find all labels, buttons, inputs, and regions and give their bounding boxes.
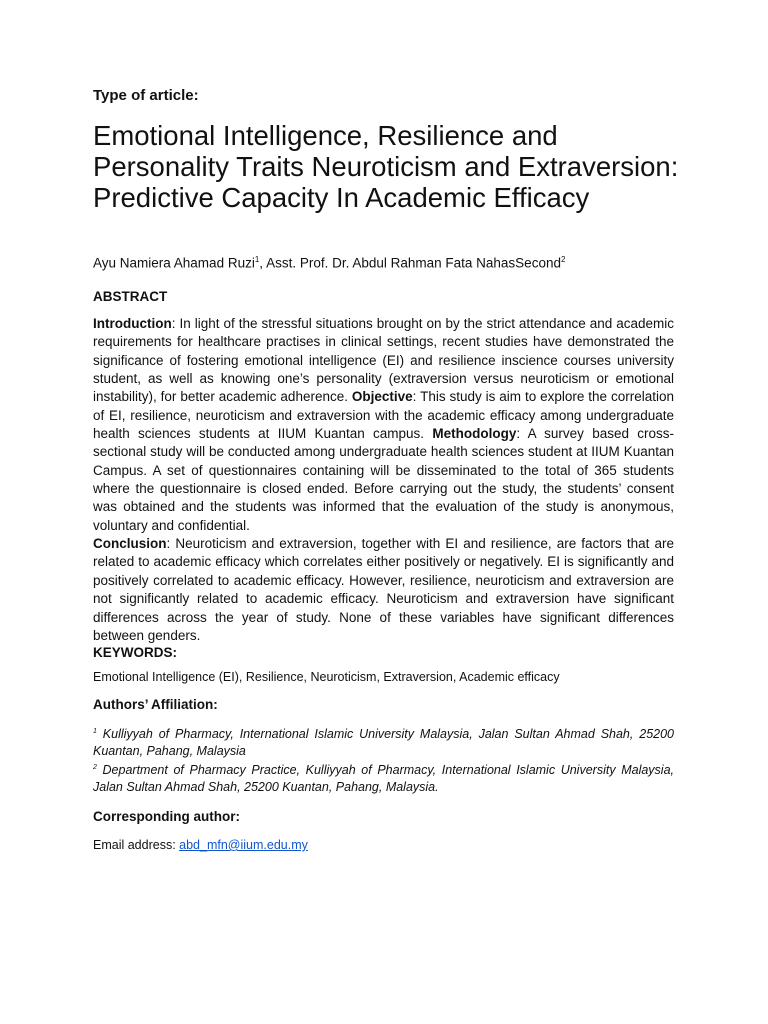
abstract-objective-label: Objective: [351, 389, 413, 405]
author-1-name: Ayu Namiera Ahamad Ruzi: [93, 255, 255, 271]
author-1-superscript: 1: [254, 255, 260, 264]
affiliation-list: [93, 724, 674, 796]
abstract-objective-text: : This study is aim to explore the correlation of EI, resilience, neuroticism and extraversion with the academic efficacy among undergraduate health sciences students at IIUM Kuantan campus.: [93, 389, 674, 442]
abstract-conclusion-label: Conclusion: [93, 536, 167, 552]
affiliation-heading: Authors’ Affiliation:: [93, 697, 218, 712]
abstract-heading: ABSTRACT: [93, 289, 168, 304]
author-line: [93, 255, 565, 271]
keywords-heading: KEYWORDS:: [93, 645, 177, 660]
email-line: [93, 838, 308, 852]
abstract-conclusion-text: : Neuroticism and extraversion, together with EI and resilience, are factors that are related to academic efficacy which correlates either positively or negatively. EI is significantly and positively correlated to academic efficacy. However, resilience, neuroticism and extraversion are not significantly related to academic efficacy. Neuroticism and extraversion have significant differences across the year of study. None of these variables have significant differences between genders.: [93, 536, 674, 643]
author-separator: ,: [259, 255, 267, 271]
article-title: Emotional Intelligence, Resilience and Personality Traits Neuroticism and Extraversion: Predictive Capacity In Academic Efficacy: [93, 120, 679, 213]
abstract-methodology-text: : A survey based cross-sectional study will be conducted among undergraduate health sciences student at IIUM Kuantan Campus. A set of questionnaires containing will be disseminated to the total of 365 students where the questionnaire is closed ended. Before carrying out the study, the students’ consent was obtained and the students was informed that the evaluation of the study is anonymous, voluntary and confidential.: [93, 426, 675, 533]
email-link[interactable]: abd_mfn@iium.edu.my: [179, 838, 308, 852]
author-2-superscript: 2: [560, 255, 566, 264]
keywords-list: Emotional Intelligence (EI), Resilience, Neuroticism, Extraversion, Academic efficacy: [93, 670, 560, 684]
abstract-introduction-label: Introduction: [93, 316, 172, 331]
abstract-introduction-text: : In light of the stressful situations brought on by the strict attendance and academic requirements for healthcare practises in clinical settings, recent studies have demonstrated the significance of fostering emotional intelligence (EI) and resilience inscience courses university student, as well as knowing one’s personality (extraversion versus neuroticism or emotional instability), for better academic adherence.: [93, 316, 674, 405]
type-of-article-label: Type of article:: [93, 87, 199, 104]
corresponding-author-heading: Corresponding author:: [93, 809, 240, 824]
abstract-methodology-label: Methodology: [432, 426, 517, 442]
affiliation-1-text: Kulliyyah of Pharmacy, International Islamic University Malaysia, Jalan Sultan Ahmad Shah, 25200 Kuantan, Pahang, Malaysia: [93, 727, 674, 758]
author-2-name: Asst. Prof. Dr. Abdul Rahman Fata NahasSecond: [266, 255, 561, 271]
abstract-body: [93, 315, 674, 645]
affiliation-1-superscript: 1: [93, 728, 97, 735]
affiliation-2-text: Department of Pharmacy Practice, Kulliyyah of Pharmacy, International Islamic University Malaysia, Jalan Sultan Ahmad Shah, 25200 Kuantan, Pahang, Malaysia.: [93, 762, 674, 794]
affiliation-2-superscript: 2: [93, 763, 97, 771]
email-label: Email address:: [93, 838, 180, 852]
